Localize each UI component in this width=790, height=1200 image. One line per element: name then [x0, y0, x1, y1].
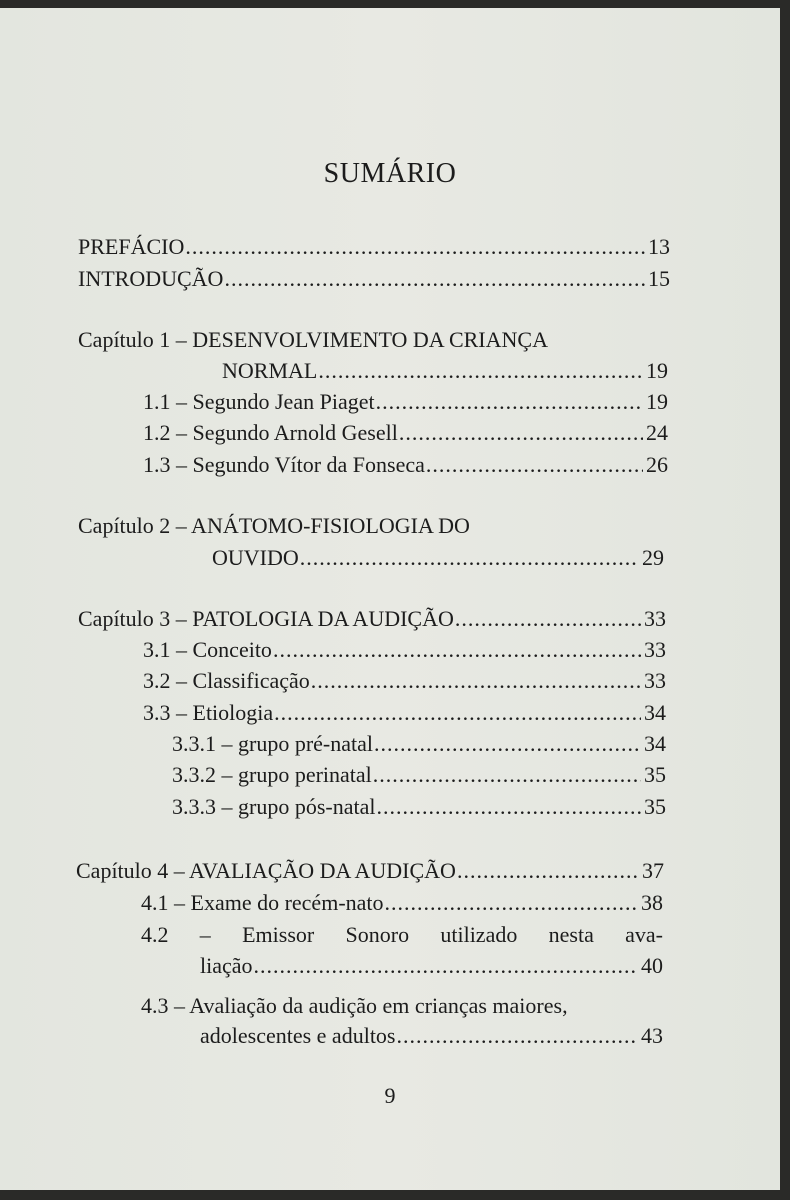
toc-page-number: 29 [642, 545, 664, 570]
toc-page-number: 35 [644, 762, 666, 787]
toc-entry-label: 3.1 – Conceito [143, 637, 272, 662]
dot-leader [274, 698, 641, 728]
toc-entry-3-1 [143, 635, 666, 665]
toc-page-number: 34 [644, 700, 666, 725]
dot-leader [185, 232, 645, 262]
toc-entry-label: 3.2 – Classificação [143, 668, 310, 693]
toc-entry-1-2 [143, 418, 668, 448]
dot-leader [374, 729, 641, 759]
toc-page-number: 19 [646, 358, 668, 383]
toc-entry-prefacio [78, 232, 670, 262]
dot-leader [318, 356, 643, 386]
toc-entry-label: Capítulo 4 – AVALIAÇÃO DA AUDIÇÃO [76, 858, 456, 883]
dot-leader [254, 951, 638, 981]
toc-entry-1-3 [143, 450, 668, 480]
toc-entry-chapter-3 [78, 604, 666, 634]
toc-entry-chapter-2 [212, 543, 664, 573]
toc-page-number: 13 [648, 234, 670, 259]
toc-entry-label: 4.1 – Exame do recém-nato [141, 890, 384, 915]
toc-entry-label: liação [200, 953, 253, 978]
toc-page-number: 33 [644, 637, 666, 662]
toc-page-number: 40 [641, 953, 663, 978]
toc-page-number: 26 [646, 452, 668, 477]
dot-leader [399, 418, 643, 448]
toc-entry-label: PREFÁCIO [78, 234, 185, 259]
toc-entry-3-3 [143, 698, 666, 728]
toc-entry-3-3-1 [172, 729, 666, 759]
dot-leader [311, 666, 641, 696]
toc-entry-label: 3.3.1 – grupo pré-natal [172, 731, 373, 756]
toc-entry-chapter-1 [222, 356, 668, 386]
toc-entry-label: 3.3.3 – grupo pós-natal [172, 794, 376, 819]
page-number: 9 [384, 1083, 396, 1108]
toc-entry-label: OUVIDO [212, 545, 299, 570]
toc-chapter-2-heading: Capítulo 2 – ANÁTOMO-FISIOLOGIA DO [78, 513, 470, 538]
dot-leader [273, 635, 641, 665]
toc-entry-label: 1.3 – Segundo Vítor da Fonseca [143, 452, 425, 477]
page-title: SUMÁRIO [323, 158, 457, 189]
toc-page-number: 24 [646, 420, 668, 445]
toc-entry-4-1 [141, 888, 663, 918]
dot-leader [397, 1021, 639, 1051]
toc-entry-4-2 [200, 951, 663, 981]
toc-page-number: 15 [648, 266, 670, 291]
toc-entry-3-3-3 [172, 792, 666, 822]
toc-page-number: 38 [641, 890, 663, 915]
toc-entry-label: adolescentes e adultos [200, 1023, 396, 1048]
toc-entry-chapter-4 [76, 856, 664, 886]
dot-leader [224, 264, 645, 294]
toc-page-number: 19 [646, 389, 668, 414]
toc-entry-label: INTRODUÇÃO [78, 266, 224, 291]
toc-section-4-3-heading: 4.3 – Avaliação da audição em crianças maiores, [141, 993, 568, 1018]
toc-page-number: 35 [644, 794, 666, 819]
toc-chapter-1-heading: Capítulo 1 – DESENVOLVIMENTO DA CRIANÇA [78, 327, 548, 352]
toc-page-number: 43 [641, 1023, 663, 1048]
dot-leader [376, 387, 643, 417]
dot-leader [457, 856, 639, 886]
toc-page-number: 33 [644, 606, 666, 631]
toc-entry-label: NORMAL [222, 358, 318, 383]
dot-leader [376, 792, 641, 822]
toc-entry-3-2 [143, 666, 666, 696]
dot-leader [373, 760, 641, 790]
toc-page-number: 34 [644, 731, 666, 756]
dot-leader [426, 450, 643, 480]
toc-entry-label: 3.3.2 – grupo perinatal [172, 762, 372, 787]
dot-leader [455, 604, 641, 634]
toc-entry-3-3-2 [172, 760, 666, 790]
toc-entry-label: 1.2 – Segundo Arnold Gesell [143, 420, 398, 445]
toc-section-4-2-heading: 4.2 – Emissor Sonoro utilizado nesta ava- [141, 922, 663, 947]
toc-entry-4-3 [200, 1021, 663, 1051]
toc-page-number: 37 [642, 858, 664, 883]
dot-leader [385, 888, 638, 918]
dot-leader [300, 543, 639, 573]
toc-page-number: 33 [644, 668, 666, 693]
book-page [0, 8, 780, 1190]
toc-entry-1-1 [143, 387, 668, 417]
toc-entry-label: Capítulo 3 – PATOLOGIA DA AUDIÇÃO [78, 606, 454, 631]
toc-entry-label: 1.1 – Segundo Jean Piaget [143, 389, 375, 414]
toc-entry-label: 3.3 – Etiologia [143, 700, 274, 725]
toc-entry-introducao [78, 264, 670, 294]
